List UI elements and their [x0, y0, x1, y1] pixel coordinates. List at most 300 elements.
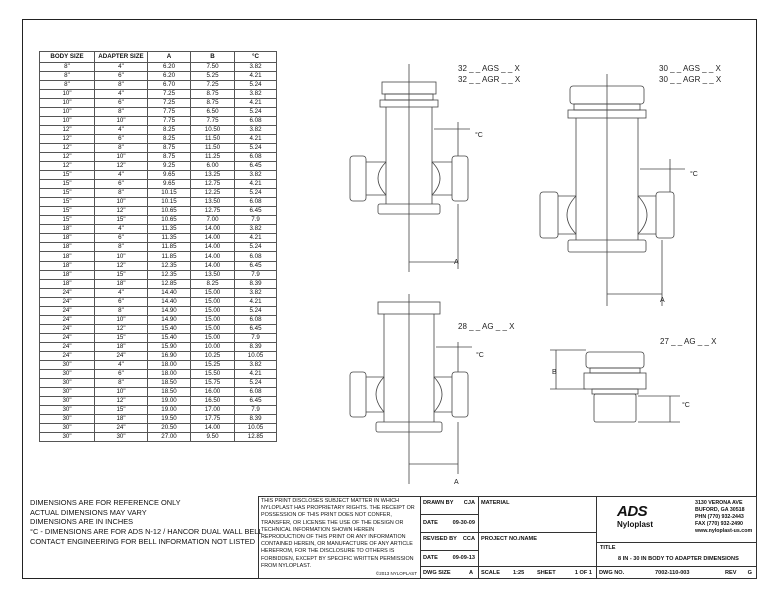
table-cell: 24" [40, 288, 95, 297]
table-cell: 15.00 [191, 288, 235, 297]
table-cell: 8" [40, 62, 95, 71]
column-header: B [191, 52, 235, 63]
table-row [40, 333, 277, 342]
table-cell: 6.00 [191, 162, 235, 171]
column-header: BODY SIZE [40, 52, 95, 63]
copyright-text: ©2013 NYLOPLAST [375, 570, 417, 576]
table-cell: 15.00 [191, 297, 235, 306]
table-cell: 19.00 [148, 397, 191, 406]
table-cell: 4.21 [235, 71, 277, 80]
table-cell: 12.75 [191, 180, 235, 189]
material-cell [479, 497, 597, 533]
drawing4-angle-label: °C [682, 402, 690, 409]
table-cell: 4" [95, 125, 148, 134]
table-cell: 16.90 [148, 352, 191, 361]
general-notes [30, 498, 263, 547]
dwg-no-value: 7002-110-003 [655, 570, 690, 576]
table-cell: 6" [95, 180, 148, 189]
table-cell: 15.00 [191, 333, 235, 342]
table-cell: 30" [40, 361, 95, 370]
table-cell: 10" [95, 315, 148, 324]
table-cell: 7.75 [191, 116, 235, 125]
table-body [40, 62, 277, 442]
dimension-table [39, 51, 277, 442]
table-cell: 8.25 [148, 125, 191, 134]
table-cell: 14.00 [191, 261, 235, 270]
table-cell: 7.25 [148, 98, 191, 107]
drawing4-part-ag: 27 _ _ AG _ _ X [660, 337, 717, 346]
drawing-title: 8 IN - 30 IN BODY TO ADAPTER DIMENSIONS [618, 556, 739, 562]
table-cell: 18.50 [148, 379, 191, 388]
table-cell: 5.24 [235, 107, 277, 116]
table-cell: 18" [40, 261, 95, 270]
table-cell: 3.82 [235, 62, 277, 71]
table-cell: 15" [40, 198, 95, 207]
table-cell: 8.75 [148, 143, 191, 152]
dwg-no-label: DWG NO. [599, 570, 625, 576]
table-cell: 24" [40, 352, 95, 361]
table-cell: 11.25 [191, 152, 235, 161]
table-cell: 30" [40, 406, 95, 415]
table-cell: 18.00 [148, 370, 191, 379]
drawing2-part-agS: 30 _ _ AGS _ _ X [659, 64, 721, 73]
table-cell: 8" [40, 71, 95, 80]
address-line: BUFORD, GA 30518 [695, 507, 745, 514]
table-cell: 8" [95, 243, 148, 252]
table-cell: 18" [95, 415, 148, 424]
table-cell: 8.25 [191, 279, 235, 288]
table-cell: 10.15 [148, 198, 191, 207]
address-line: 3130 VERONA AVE [695, 500, 743, 506]
table-cell: 8.75 [191, 98, 235, 107]
table-cell: 6.08 [235, 388, 277, 397]
table-cell: 15.40 [148, 324, 191, 333]
table-row [40, 243, 277, 252]
dwg-size-label: DWG SIZE [423, 570, 451, 576]
table-cell: 11.85 [148, 243, 191, 252]
dwg-size-value: A [468, 570, 473, 576]
table-cell: 10" [95, 388, 148, 397]
table-cell: 8" [95, 189, 148, 198]
scale-label: SCALE [481, 570, 500, 576]
drawing2-dim-a: A [660, 297, 665, 304]
table-row [40, 116, 277, 125]
table-cell: 10.00 [191, 342, 235, 351]
rev-value: G [747, 570, 752, 576]
table-cell: 10.65 [148, 216, 191, 225]
table-cell: 8.75 [148, 152, 191, 161]
date1-cell [421, 515, 479, 533]
drawing-32-ag-tee [350, 64, 521, 272]
table-cell: 7.75 [148, 116, 191, 125]
note-line: CONTACT ENGINEERING FOR BELL INFORMATION NOT LISTED [30, 536, 256, 546]
table-cell: 15.00 [191, 315, 235, 324]
table-row [40, 125, 277, 134]
table-cell: 6.45 [235, 207, 277, 216]
table-cell: 3.82 [235, 225, 277, 234]
table-cell: 6.45 [235, 261, 277, 270]
table-cell: 17.00 [191, 406, 235, 415]
table-cell: 12" [95, 261, 148, 270]
table-cell: 12" [40, 152, 95, 161]
table-cell: 12" [95, 397, 148, 406]
table-cell: 15" [95, 406, 148, 415]
table-cell: 8.39 [235, 342, 277, 351]
table-cell: 15" [40, 207, 95, 216]
table-cell: 6" [95, 297, 148, 306]
table-cell: 4" [95, 361, 148, 370]
table-cell: 4" [95, 288, 148, 297]
drawn-by-cell [421, 497, 479, 515]
table-cell: 14.40 [148, 288, 191, 297]
table-cell: 18" [40, 243, 95, 252]
table-row [40, 234, 277, 243]
table-cell: 30" [40, 397, 95, 406]
table-cell: 12" [95, 207, 148, 216]
date2-value: 09-09-13 [452, 555, 475, 561]
table-cell: 15.90 [148, 342, 191, 351]
table-row [40, 71, 277, 80]
fitting-drawings [330, 44, 730, 484]
table-cell: 4" [95, 225, 148, 234]
rev-label: REV [725, 570, 737, 576]
table-row [40, 225, 277, 234]
table-cell: 7.50 [191, 62, 235, 71]
table-cell: 10" [40, 89, 95, 98]
table-cell: 14.40 [148, 297, 191, 306]
table-cell: 6.08 [235, 252, 277, 261]
table-row [40, 433, 277, 442]
table-cell: 3.82 [235, 89, 277, 98]
table-cell: 4.21 [235, 370, 277, 379]
table-cell: 18.50 [148, 388, 191, 397]
table-cell: 10" [95, 198, 148, 207]
table-cell: 10" [40, 116, 95, 125]
table-cell: 15" [95, 333, 148, 342]
table-cell: 30" [40, 433, 95, 442]
table-cell: 27.00 [148, 433, 191, 442]
table-cell: 7.9 [235, 270, 277, 279]
table-cell: 9.65 [148, 180, 191, 189]
drawing-27-ag-adapter [550, 337, 717, 422]
table-cell: 8" [40, 80, 95, 89]
table-cell: 30" [40, 370, 95, 379]
project-label: PROJECT NO./NAME [481, 536, 537, 542]
table-cell: 30" [40, 388, 95, 397]
table-cell: 7.25 [191, 80, 235, 89]
table-cell: 12.75 [191, 207, 235, 216]
date2-cell [421, 551, 479, 567]
table-cell: 4.21 [235, 98, 277, 107]
table-row [40, 98, 277, 107]
table-cell: 24" [40, 306, 95, 315]
table-cell: 8" [95, 306, 148, 315]
table-cell: 20.50 [148, 424, 191, 433]
sheet-label: SHEET [537, 570, 556, 576]
table-cell: 6.08 [235, 116, 277, 125]
table-cell: 5.24 [235, 243, 277, 252]
table-row [40, 361, 277, 370]
table-cell: 12" [95, 162, 148, 171]
table-cell: 10.15 [148, 189, 191, 198]
table-cell: 8" [95, 107, 148, 116]
table-cell: 5.25 [191, 71, 235, 80]
scale-sheet-cell [479, 567, 597, 579]
table-cell: 12" [40, 134, 95, 143]
table-cell: 14.00 [191, 234, 235, 243]
table-cell: 6" [95, 134, 148, 143]
table-row [40, 89, 277, 98]
table-cell: 5.24 [235, 80, 277, 89]
nyloplast-logo-text: Nyloplast [617, 520, 654, 529]
table-cell: 30" [40, 415, 95, 424]
table-cell: 30" [95, 433, 148, 442]
table-row [40, 297, 277, 306]
table-cell: 14.00 [191, 252, 235, 261]
table-row [40, 261, 277, 270]
date-label: DATE [423, 520, 438, 526]
table-cell: 3.82 [235, 288, 277, 297]
table-cell: 15" [40, 189, 95, 198]
table-cell: 12.35 [148, 270, 191, 279]
drawing1-part-agS: 32 _ _ AGS _ _ X [458, 64, 520, 73]
table-row [40, 134, 277, 143]
table-cell: 4.21 [235, 297, 277, 306]
table-cell: 15" [40, 216, 95, 225]
drawing1-part-agR: 32 _ _ AGR _ _ X [458, 75, 521, 84]
table-cell: 19.50 [148, 415, 191, 424]
table-cell: 4.21 [235, 180, 277, 189]
title-label: TITLE [600, 545, 616, 551]
sheet-value: 1 OF 1 [574, 570, 592, 576]
address-phone: PHN (770) 932-2443 [695, 514, 744, 521]
date-label: DATE [423, 555, 438, 561]
drawn-by-label: DRAWN BY [423, 500, 454, 506]
table-row [40, 198, 277, 207]
column-header: A [148, 52, 191, 63]
table-cell: 6.08 [235, 315, 277, 324]
table-header-row [40, 52, 277, 63]
drawing3-angle-label: °C [476, 352, 484, 359]
table-cell: 4" [95, 62, 148, 71]
table-cell: 12" [95, 324, 148, 333]
table-cell: 6" [95, 71, 148, 80]
table-cell: 6.20 [148, 71, 191, 80]
table-cell: 4" [95, 171, 148, 180]
table-cell: 12" [40, 162, 95, 171]
table-cell: 6.20 [148, 62, 191, 71]
table-cell: 14.90 [148, 315, 191, 324]
table-cell: 14.00 [191, 243, 235, 252]
table-cell: 18" [40, 252, 95, 261]
table-row [40, 415, 277, 424]
table-row [40, 352, 277, 361]
table-row [40, 162, 277, 171]
table-row [40, 424, 277, 433]
table-row [40, 180, 277, 189]
drawn-by-value: CJA [463, 500, 475, 506]
table-cell: 12.85 [148, 279, 191, 288]
table-cell: 5.24 [235, 189, 277, 198]
table-cell: 11.50 [191, 143, 235, 152]
table-cell: 14.00 [191, 225, 235, 234]
table-row [40, 342, 277, 351]
company-address [695, 500, 752, 535]
table-cell: 10" [95, 152, 148, 161]
table-row [40, 152, 277, 161]
table-cell: 30" [40, 379, 95, 388]
table-cell: 4" [95, 89, 148, 98]
table-cell: 9.65 [148, 171, 191, 180]
table-cell: 18" [40, 279, 95, 288]
column-header: °C [235, 52, 277, 63]
table-row [40, 216, 277, 225]
table-cell: 24" [40, 315, 95, 324]
table-row [40, 324, 277, 333]
table-cell: 10.25 [191, 352, 235, 361]
table-cell: 8.75 [191, 89, 235, 98]
table-cell: 15" [95, 216, 148, 225]
table-cell: 18.00 [148, 361, 191, 370]
drawing3-dim-a: A [454, 479, 459, 484]
table-cell: 14.90 [148, 306, 191, 315]
table-cell: 15.50 [191, 370, 235, 379]
table-row [40, 306, 277, 315]
table-cell: 11.50 [191, 134, 235, 143]
drawing2-part-agR: 30 _ _ AGR _ _ X [659, 75, 722, 84]
drawing2-angle-label: °C [690, 171, 698, 178]
table-cell: 15.00 [191, 306, 235, 315]
table-cell: 5.24 [235, 379, 277, 388]
revised-by-cell [421, 533, 479, 551]
table-cell: 15" [40, 171, 95, 180]
table-cell: 11.35 [148, 234, 191, 243]
table-cell: 7.75 [148, 107, 191, 116]
table-row [40, 189, 277, 198]
drawing-30-ag-tee [540, 64, 722, 306]
table-cell: 19.00 [148, 406, 191, 415]
table-cell: 16.00 [191, 388, 235, 397]
proprietary-disclaimer [259, 497, 421, 579]
table-cell: 12" [40, 143, 95, 152]
column-header: ADAPTER SIZE [95, 52, 148, 63]
table-cell: 6.45 [235, 162, 277, 171]
table-cell: 10.05 [235, 352, 277, 361]
table-cell: 7.25 [148, 89, 191, 98]
table-cell: 10.65 [148, 207, 191, 216]
table-cell: 24" [95, 352, 148, 361]
table-cell: 15.75 [191, 379, 235, 388]
note-line: DIMENSIONS ARE FOR REFERENCE ONLY [30, 498, 181, 507]
revised-by-value: CCA [462, 536, 475, 542]
table-cell: 24" [40, 342, 95, 351]
table-cell: 18" [40, 234, 95, 243]
note-line: ACTUAL DIMENSIONS MAY VARY [30, 507, 147, 517]
table-cell: 6.08 [235, 198, 277, 207]
table-cell: 11.85 [148, 252, 191, 261]
drawing1-dim-a: A [454, 259, 459, 266]
note-line: °C - DIMENSIONS ARE FOR ADS N-12 / HANCOR DUAL WALL BELL [30, 527, 263, 537]
table-cell: 15.25 [191, 361, 235, 370]
date1-value: 09-30-09 [452, 520, 475, 526]
table-row [40, 406, 277, 415]
table-cell: 6.70 [148, 80, 191, 89]
table-cell: 5.24 [235, 143, 277, 152]
table-cell: 4.21 [235, 134, 277, 143]
table-row [40, 270, 277, 279]
project-cell [479, 533, 597, 567]
revised-by-label: REVISED BY [423, 536, 457, 542]
table-cell: 9.25 [148, 162, 191, 171]
table-row [40, 171, 277, 180]
table-cell: 6.08 [235, 152, 277, 161]
drawing-28-ag-tee [350, 294, 515, 484]
table-cell: 24" [40, 324, 95, 333]
table-cell: 10" [40, 98, 95, 107]
table-cell: 24" [95, 424, 148, 433]
table-cell: 12.35 [148, 261, 191, 270]
table-cell: 7.00 [191, 216, 235, 225]
table-cell: 8.39 [235, 279, 277, 288]
drawing1-angle-label: °C [475, 132, 483, 139]
table-row [40, 288, 277, 297]
table-cell: 10.50 [191, 125, 235, 134]
drawing4-dim-b: B [552, 369, 557, 376]
table-row [40, 107, 277, 116]
table-cell: 13.50 [191, 198, 235, 207]
table-cell: 10.05 [235, 424, 277, 433]
table-cell: 10" [95, 116, 148, 125]
table-cell: 3.82 [235, 125, 277, 134]
table-cell: 3.82 [235, 361, 277, 370]
table-cell: 6.50 [191, 107, 235, 116]
table-row [40, 397, 277, 406]
table-cell: 18" [95, 342, 148, 351]
table-cell: 15.00 [191, 324, 235, 333]
dwg-no-cell [597, 567, 757, 579]
title-block [258, 496, 757, 579]
table-cell: 14.00 [191, 424, 235, 433]
table-cell: 4.21 [235, 234, 277, 243]
table-row [40, 207, 277, 216]
table-cell: 15" [95, 270, 148, 279]
material-label: MATERIAL [481, 500, 510, 506]
table-cell: 17.75 [191, 415, 235, 424]
table-cell: 8.39 [235, 415, 277, 424]
table-cell: 6" [95, 98, 148, 107]
table-row [40, 388, 277, 397]
table-row [40, 315, 277, 324]
drawing3-part-ag: 28 _ _ AG _ _ X [458, 322, 515, 331]
table-cell: 7.9 [235, 216, 277, 225]
table-row [40, 370, 277, 379]
scale-value: 1:25 [513, 570, 525, 576]
table-cell: 5.24 [235, 306, 277, 315]
table-cell: 8" [95, 143, 148, 152]
table-row [40, 252, 277, 261]
logo-cell [597, 497, 757, 543]
address-fax: FAX (770) 932-2490 [695, 521, 743, 528]
table-cell: 18" [40, 225, 95, 234]
table-cell: 13.50 [191, 270, 235, 279]
table-cell: 9.50 [191, 433, 235, 442]
ads-logo [617, 503, 653, 529]
table-cell: 13.25 [191, 171, 235, 180]
address-website: www.nyloplast-us.com [695, 528, 753, 535]
table-cell: 8" [95, 379, 148, 388]
table-cell: 7.9 [235, 406, 277, 415]
table-cell: 12" [40, 125, 95, 134]
